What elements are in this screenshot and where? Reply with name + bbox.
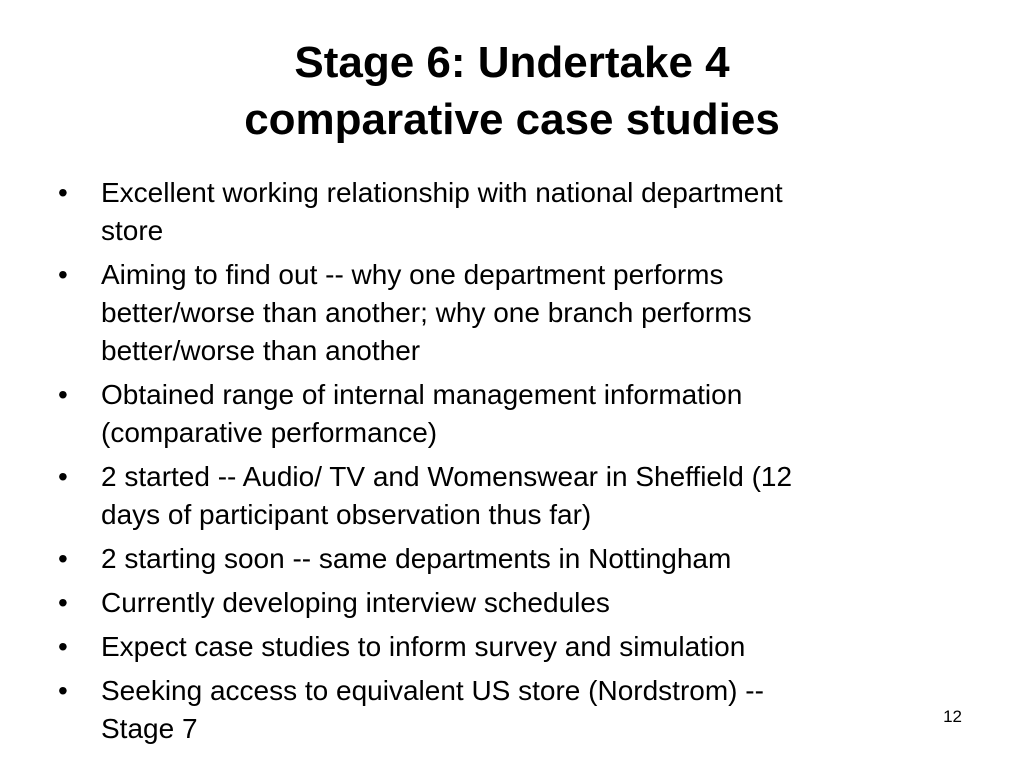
bullet-list (58, 174, 958, 754)
bullet-item (58, 376, 958, 452)
bullet-item (58, 458, 958, 534)
bullet-text-line: 2 starting soon -- same departments in Nottingham (101, 543, 732, 574)
bullet-dot-icon: • (58, 631, 68, 662)
bullet-text-line: Stage 7 (101, 713, 198, 744)
bullet-text-line: Expect case studies to inform survey and simulation (101, 631, 746, 662)
bullet-text-line: Seeking access to equivalent US store (Nordstrom) -- (101, 675, 764, 706)
bullet-text-line: better/worse than another; why one branch performs (101, 297, 752, 328)
bullet-item (58, 584, 958, 622)
slide-title-line-1: Stage 6: Undertake 4 (294, 38, 730, 87)
bullet-text-line: Aiming to find out -- why one department performs (101, 259, 724, 290)
bullet-item (58, 256, 958, 370)
bullet-item (58, 174, 958, 250)
bullet-text-line: better/worse than another (101, 335, 421, 366)
bullet-dot-icon: • (58, 379, 68, 410)
bullet-text-line: Excellent working relationship with national department (101, 177, 783, 208)
bullet-item (58, 540, 958, 578)
bullet-dot-icon: • (58, 675, 68, 706)
bullet-text-line: days of participant observation thus far) (101, 499, 592, 530)
bullet-item (58, 628, 958, 666)
bullet-dot-icon: • (58, 461, 68, 492)
bullet-dot-icon: • (58, 543, 68, 574)
bullet-text-line: 2 started -- Audio/ TV and Womenswear in Sheffield (12 (101, 461, 793, 492)
bullet-text-line: store (101, 215, 164, 246)
slide-title (60, 34, 964, 148)
bullet-item (58, 672, 958, 748)
bullet-text-line: Currently developing interview schedules (101, 587, 610, 618)
page-number: 12 (943, 707, 962, 726)
bullet-text-line: Obtained range of internal management information (101, 379, 743, 410)
bullet-dot-icon: • (58, 177, 68, 208)
bullet-dot-icon: • (58, 259, 68, 290)
slide-title-line-2: comparative case studies (244, 95, 780, 144)
bullet-text-line: (comparative performance) (101, 417, 438, 448)
bullet-dot-icon: • (58, 587, 68, 618)
